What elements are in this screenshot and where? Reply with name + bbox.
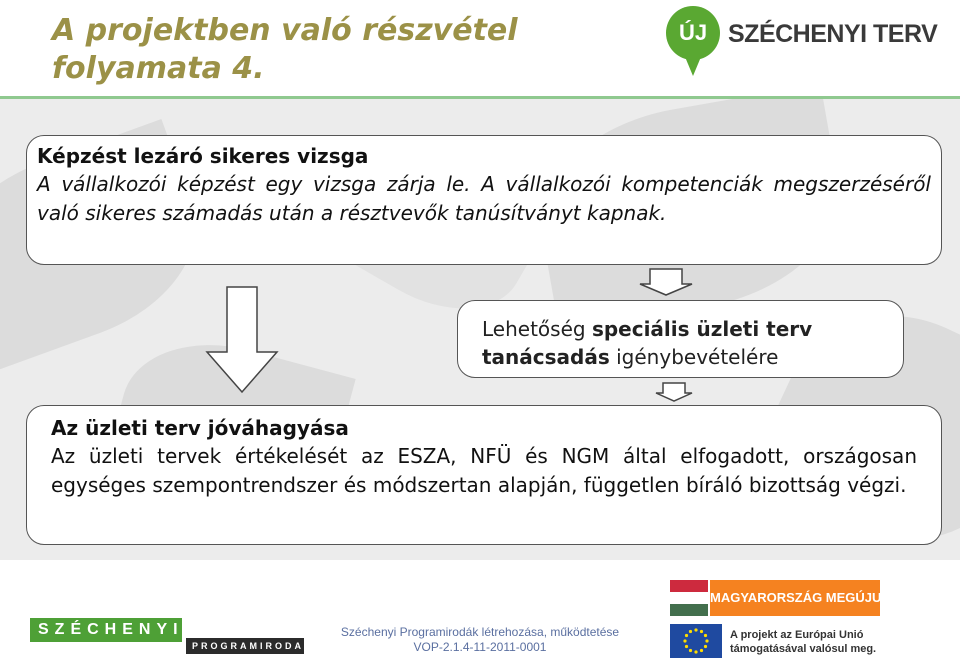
exam-box-text: A vállalkozói képzést egy vizsga zárja le. A vállalkozói kompetenciák megszerzéséről való sikeres számadás után a résztvevők tanúsítványt kapnak. xyxy=(37,172,931,225)
footer-project-text xyxy=(300,625,660,655)
eu-line1: A projekt az Európai Unió xyxy=(730,629,864,641)
map-pin-icon xyxy=(666,6,720,60)
mo-banner-text: MAGYARORSZÁG MEGÚJUL xyxy=(710,580,880,616)
exam-box xyxy=(26,135,942,265)
down-arrow-icon xyxy=(638,268,694,296)
eu-support-text xyxy=(730,628,876,656)
consulting-text-bold: speciális üzleti terv tanácsadás xyxy=(482,317,813,369)
eu-line2: támogatásával valósul meg. xyxy=(730,643,877,655)
szechenyi-programiroda-logo xyxy=(30,618,304,651)
consulting-box xyxy=(457,300,904,378)
header-divider xyxy=(0,96,960,99)
logo-text: SZÉCHENYI TERV xyxy=(728,20,938,48)
consulting-text-post: igénybevételére xyxy=(609,345,779,369)
page-title-line1: A projektben való részvétel xyxy=(52,13,518,48)
approval-box-title: Az üzleti terv jóváhagyása xyxy=(51,416,349,440)
uj-szechenyi-terv-logo xyxy=(666,6,936,86)
programiroda-logo-bar: PROGRAMIRODA xyxy=(186,638,304,654)
exam-box-title: Képzést lezáró sikeres vizsga xyxy=(37,144,369,168)
approval-box xyxy=(26,405,942,545)
footer-line1: Széchenyi Programirodák létrehozása, működtetése xyxy=(340,625,620,639)
down-arrow-icon xyxy=(205,286,279,394)
eu-support-logo xyxy=(670,624,890,660)
hungarian-flag-icon xyxy=(670,580,708,616)
eu-flag-icon xyxy=(670,624,722,658)
page-title xyxy=(52,12,518,88)
page-title-line2: folyamata 4. xyxy=(52,51,265,86)
footer-line2: VOP-2.1.4-11-2011-0001 xyxy=(413,640,547,654)
szechenyi-logo-bar: SZÉCHENYI xyxy=(30,618,182,642)
approval-box-text: Az üzleti tervek értékelését az ESZA, NFÜ és NGM által elfogadott, országosan egységes szempontrendszer és módszertan alapján, független bíráló bizottság végzi. xyxy=(51,444,917,497)
consulting-box-text xyxy=(482,315,881,371)
consulting-text-pre: Lehetőség xyxy=(482,317,592,341)
magyarorszag-megujul-logo xyxy=(670,578,890,618)
down-arrow-icon xyxy=(654,382,694,402)
logo-badge-text: ÚJ xyxy=(678,20,708,45)
